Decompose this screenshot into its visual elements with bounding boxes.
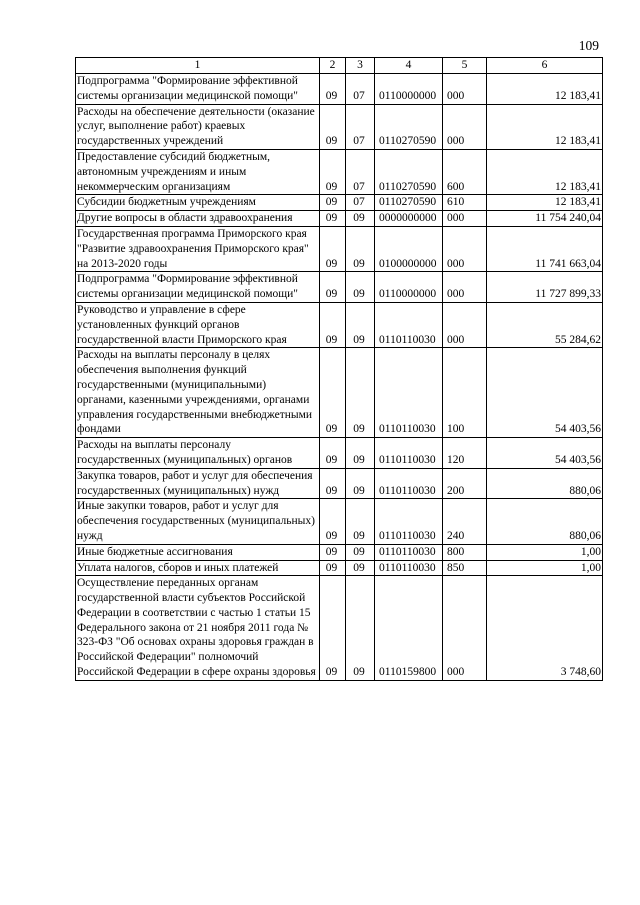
table-row (76, 195, 603, 211)
row-subsection: 09 (346, 576, 375, 681)
row-section: 09 (320, 468, 346, 499)
row-amount: 12 183,41 (487, 195, 603, 211)
row-section: 09 (320, 272, 346, 303)
row-target-code: 0110270590 (375, 195, 443, 211)
header-col-2: 2 (320, 58, 346, 74)
row-name: Иные закупки товаров, работ и услуг для обеспечения государственных (муниципальных) нужд (76, 499, 320, 544)
page-number: 109 (578, 38, 599, 53)
row-subsection: 09 (346, 560, 375, 576)
row-amount: 12 183,41 (487, 74, 603, 105)
table-row (76, 576, 603, 681)
row-section: 09 (320, 544, 346, 560)
row-name: Субсидии бюджетным учреждениям (76, 195, 320, 211)
row-expense-type: 000 (443, 226, 487, 271)
row-expense-type: 240 (443, 499, 487, 544)
row-amount: 11 741 663,04 (487, 226, 603, 271)
table-row (76, 302, 603, 347)
table-row (76, 438, 603, 469)
row-expense-type: 000 (443, 302, 487, 347)
row-section: 09 (320, 576, 346, 681)
table-header-row (76, 58, 603, 74)
row-target-code: 0110110030 (375, 438, 443, 469)
row-subsection: 09 (346, 226, 375, 271)
row-target-code: 0110000000 (375, 74, 443, 105)
row-amount: 880,06 (487, 499, 603, 544)
table-row (76, 499, 603, 544)
row-amount: 1,00 (487, 544, 603, 560)
row-amount: 11 727 899,33 (487, 272, 603, 303)
row-target-code: 0110110030 (375, 348, 443, 438)
row-section: 09 (320, 226, 346, 271)
row-amount: 12 183,41 (487, 104, 603, 149)
row-expense-type: 600 (443, 149, 487, 194)
row-expense-type: 120 (443, 438, 487, 469)
row-section: 09 (320, 560, 346, 576)
row-target-code: 0110270590 (375, 104, 443, 149)
row-target-code: 0110110030 (375, 560, 443, 576)
table-row (76, 272, 603, 303)
row-target-code: 0100000000 (375, 226, 443, 271)
row-target-code: 0110110030 (375, 499, 443, 544)
header-col-1: 1 (76, 58, 320, 74)
table-row (76, 544, 603, 560)
row-target-code: 0110270590 (375, 149, 443, 194)
row-subsection: 09 (346, 272, 375, 303)
row-amount: 11 754 240,04 (487, 211, 603, 227)
row-section: 09 (320, 74, 346, 105)
row-section: 09 (320, 104, 346, 149)
row-section: 09 (320, 149, 346, 194)
row-name: Подпрограмма "Формирование эффективной системы организации медицинской помощи" (76, 272, 320, 303)
row-subsection: 09 (346, 302, 375, 347)
row-amount: 54 403,56 (487, 438, 603, 469)
row-amount: 12 183,41 (487, 149, 603, 194)
header-col-5: 5 (443, 58, 487, 74)
row-name: Иные бюджетные ассигнования (76, 544, 320, 560)
row-target-code: 0110159800 (375, 576, 443, 681)
row-name: Предоставление субсидий бюджетным, автономным учреждениям и иным некоммерческим организациям (76, 149, 320, 194)
row-subsection: 07 (346, 195, 375, 211)
row-section: 09 (320, 499, 346, 544)
table-row (76, 74, 603, 105)
row-amount: 54 403,56 (487, 348, 603, 438)
row-name: Расходы на выплаты персоналу государственных (муниципальных) органов (76, 438, 320, 469)
row-section: 09 (320, 348, 346, 438)
row-section: 09 (320, 302, 346, 347)
row-target-code: 0000000000 (375, 211, 443, 227)
row-expense-type: 000 (443, 576, 487, 681)
row-name: Осуществление переданных органам государственной власти субъектов Российской Федерации в соответствии с частью 1 статьи 15 Федерального закона от 21 ноября 2011 года № 323-ФЗ "Об основах охраны здоровья граждан в Российской Федерации" полномочий Российской Федерации в сфере охраны здоровья (76, 576, 320, 681)
header-col-3: 3 (346, 58, 375, 74)
table-row (76, 211, 603, 227)
row-amount: 880,06 (487, 468, 603, 499)
row-name: Расходы на обеспечение деятельности (оказание услуг, выполнение работ) краевых государственных учреждений (76, 104, 320, 149)
row-expense-type: 000 (443, 272, 487, 303)
header-col-4: 4 (375, 58, 443, 74)
row-name: Другие вопросы в области здравоохранения (76, 211, 320, 227)
row-expense-type: 800 (443, 544, 487, 560)
row-expense-type: 100 (443, 348, 487, 438)
row-amount: 1,00 (487, 560, 603, 576)
table-row (76, 560, 603, 576)
row-target-code: 0110110030 (375, 468, 443, 499)
row-subsection: 07 (346, 104, 375, 149)
table-row (76, 226, 603, 271)
row-section: 09 (320, 438, 346, 469)
row-expense-type: 000 (443, 211, 487, 227)
table-row (76, 468, 603, 499)
row-name: Руководство и управление в сфере установленных функций органов государственной власти Приморского края (76, 302, 320, 347)
row-name: Государственная программа Приморского края "Развитие здравоохранения Приморского края" на 2013-2020 годы (76, 226, 320, 271)
row-subsection: 09 (346, 468, 375, 499)
header-col-6: 6 (487, 58, 603, 74)
table-row (76, 149, 603, 194)
row-target-code: 0110000000 (375, 272, 443, 303)
row-amount: 55 284,62 (487, 302, 603, 347)
row-expense-type: 200 (443, 468, 487, 499)
table-row (76, 104, 603, 149)
row-subsection: 09 (346, 544, 375, 560)
row-section: 09 (320, 195, 346, 211)
row-name: Закупка товаров, работ и услуг для обеспечения государственных (муниципальных) нужд (76, 468, 320, 499)
row-expense-type: 000 (443, 74, 487, 105)
row-expense-type: 610 (443, 195, 487, 211)
row-subsection: 09 (346, 438, 375, 469)
row-subsection: 09 (346, 499, 375, 544)
row-subsection: 09 (346, 348, 375, 438)
row-name: Уплата налогов, сборов и иных платежей (76, 560, 320, 576)
row-section: 09 (320, 211, 346, 227)
row-subsection: 09 (346, 211, 375, 227)
row-expense-type: 850 (443, 560, 487, 576)
budget-table (75, 57, 603, 681)
row-target-code: 0110110030 (375, 302, 443, 347)
row-name: Расходы на выплаты персоналу в целях обеспечения выполнения функций государственными (муниципальными) органами, казенными учреждениями, органами управления государственными внебюджетными фондами (76, 348, 320, 438)
row-amount: 3 748,60 (487, 576, 603, 681)
row-expense-type: 000 (443, 104, 487, 149)
row-target-code: 0110110030 (375, 544, 443, 560)
table-row (76, 348, 603, 438)
row-name: Подпрограмма "Формирование эффективной системы организации медицинской помощи" (76, 74, 320, 105)
row-subsection: 07 (346, 149, 375, 194)
row-subsection: 07 (346, 74, 375, 105)
